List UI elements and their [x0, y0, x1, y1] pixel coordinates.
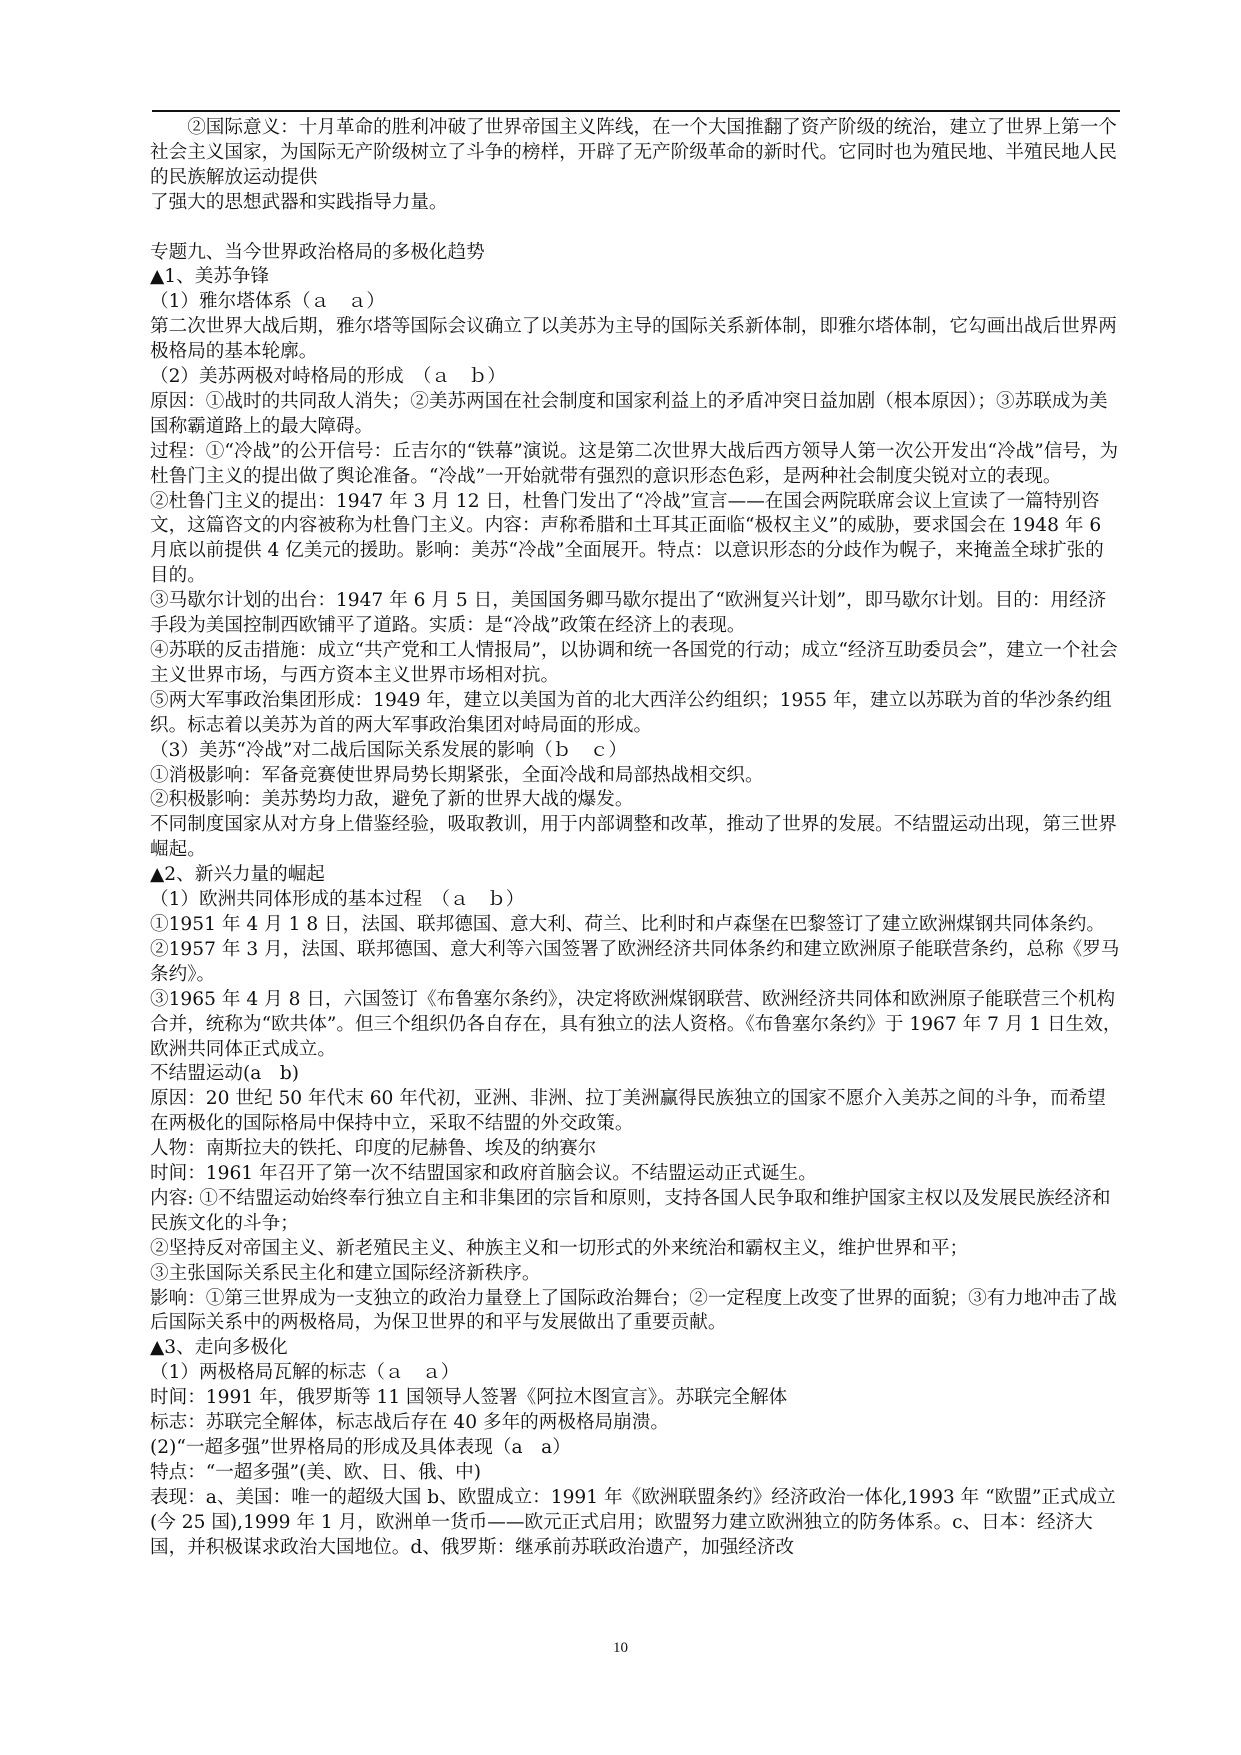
paragraph: ①消极影响：军备竞赛使世界局势长期紧张，全面冷战和局部热战相交织。	[150, 764, 764, 786]
blank-line	[150, 216, 1122, 241]
paragraph: ②国际意义：十月革命的胜利冲破了世界帝国主义阵线，在一个大国推翻了资产阶级的统治，建立了世界上第一个社会主义国家，为国际无产阶级树立了斗争的榜样，开辟了无产阶级革命的新时代。它同时也为殖民地、半殖民地人民的民族解放运动提供	[150, 117, 1117, 188]
paragraph: ③主张国际关系民主化和建立国际经济新秩序。	[150, 1262, 541, 1284]
paragraph: ②杜鲁门主义的提出：1947 年 3 月 12 日，杜鲁门发出了“冷战”宣言——在国会两院联席会议上宣读了一篇特别咨文，这篇咨文的内容被称为杜鲁门主义。内容：声称希腊和土耳其正面临“极权主义”的威胁，要求国会在 1948 年 6 月底以前提供 4 亿美元的援助。影响：美苏“冷战”全面展开。特点：以意识形态的分歧作为幌子，来掩盖全球扩张的目的。	[150, 490, 1104, 587]
paragraph: 影响：①第三世界成为一支独立的政治力量登上了国际政治舞台；②一定程度上改变了世界的面貌；③有力地冲击了战后国际关系中的两极格局，为保卫世界的和平与发展做出了重要贡献。	[150, 1287, 1117, 1334]
paragraph: ①1951 年 4 月 1 8 日，法国、联邦德国、意大利、荷兰、比利时和卢森堡在巴黎签订了建立欧洲煤钢共同体条约。	[150, 913, 1105, 935]
paragraph: ②1957 年 3 月，法国、联邦德国、意大利等六国签署了欧洲经济共同体条约和建立欧洲原子能联营条约，总称《罗马条约》。	[150, 938, 1120, 985]
document-body	[150, 116, 1122, 1561]
paragraph: 人物：南斯拉夫的铁托、印度的尼赫鲁、埃及的纳赛尔	[150, 1138, 597, 1160]
section-heading: ▲1、美苏争锋	[150, 266, 270, 288]
section-title: 专题九、当今世界政治格局的多极化趋势	[150, 241, 485, 263]
paragraph: ⑤两大军事政治集团形成：1949 年，建立以美国为首的北大西洋公约组织；1955 年，建立以苏联为首的华沙条约组织。标志着以美苏为首的两大军事政治集团对峙局面的形成。	[150, 689, 1112, 736]
paragraph: 标志：苏联完全解体，标志战后存在 40 多年的两极格局崩溃。	[150, 1412, 669, 1434]
paragraph: ③1965 年 4 月 8 日，六国签订《布鲁塞尔条约》，决定将欧洲煤钢联营、欧洲经济共同体和欧洲原子能联营三个机构合并，统称为“欧共体”。但三个组织仍各自存在，具有独立的法人资格。《布鲁塞尔条约》于 1967 年 7 月 1 日生效，欧洲共同体正式成立。	[150, 988, 1122, 1060]
section-heading: ▲3、走向多极化	[150, 1337, 288, 1359]
page-number: 10	[613, 1640, 628, 1656]
paragraph: 表现：a、美国：唯一的超级大国 b、欧盟成立：1991 年《欧洲联盟条约》经济政治一体化,1993 年 “欧盟”正式成立(今 25 国),1999 年 1 月，欧洲单一货币——欧元正式启用；欧盟努力建立欧洲独立的防务体系。c、日本：经济大国，并积极谋求政治大国地位。d、俄罗斯：继承前苏联政治遗产，加强经济改	[150, 1486, 1116, 1558]
subheading: （1）两极格局瓦解的标志（ａ ａ）	[150, 1362, 460, 1384]
paragraph: 第二次世界大战后期，雅尔塔等国际会议确立了以美苏为主导的国际关系新体制，即雅尔塔体制，它勾画出战后世界两极格局的基本轮廓。	[150, 316, 1117, 363]
paragraph: 过程：①“冷战”的公开信号：丘吉尔的“铁幕”演说。这是第二次世界大战后西方领导人第一次公开发出“冷战”信号，为杜鲁门主义的提出做了舆论准备。“冷战”一开始就带有强烈的意识形态色彩，是两种社会制度尖锐对立的表现。	[150, 440, 1119, 487]
paragraph: 原因：①战时的共同敌人消失；②美苏两国在社会制度和国家利益上的矛盾冲突日益加剧（根本原因）；③苏联成为美国称霸道路上的最大障碍。	[150, 390, 1108, 437]
subheading: (2)“一超多强”世界格局的形成及具体表现（a a）	[150, 1437, 571, 1459]
paragraph: 不同制度国家从对方身上借鉴经验，吸取教训，用于内部调整和改革，推动了世界的发展。不结盟运动出现，第三世界崛起。	[150, 814, 1117, 861]
paragraph: 时间：1991 年，俄罗斯等 11 国领导人签署《阿拉木图宣言》。苏联完全解体	[150, 1387, 788, 1409]
paragraph: 了强大的思想武器和实践指导力量。	[150, 191, 448, 213]
subheading: （1）雅尔塔体系（ａ ａ）	[150, 291, 385, 313]
section-heading: ▲2、新兴力量的崛起	[150, 864, 325, 886]
paragraph: ②积极影响：美苏势均力敌，避免了新的世界大战的爆发。	[150, 789, 634, 811]
paragraph: ④苏联的反击措施：成立“共产党和工人情报局”，以协调和统一各国党的行动；成立“经济互助委员会”，建立一个社会主义世界市场，与西方资本主义世界市场相对抗。	[150, 640, 1118, 686]
subheading: 不结盟运动(a b)	[150, 1063, 300, 1085]
paragraph: 原因：20 世纪 50 年代末 60 年代初，亚洲、非洲、拉丁美洲赢得民族独立的国家不愿介入美苏之间的斗争，而希望在两极化的国际格局中保持中立，采取不结盟的外交政策。	[150, 1088, 1106, 1135]
paragraph: ②坚持反对帝国主义、新老殖民主义、种族主义和一切形式的外来统治和霸权主义，维护世界和平；	[150, 1237, 969, 1259]
header-rule	[152, 110, 1120, 112]
paragraph: 特点：“一超多强”(美、欧、日、俄、中)	[150, 1461, 482, 1483]
subheading: （2）美苏两极对峙格局的形成 （ａ ｂ）	[150, 366, 506, 388]
paragraph: ③马歇尔计划的出台：1947 年 6 月 5 日，美国国务卿马歇尔提出了“欧洲复兴计划”，即马歇尔计划。目的：用经济手段为美国控制西欧铺平了道路。实质：是“冷战”政策在经济上的表现。	[150, 590, 1107, 637]
paragraph: 时间：1961 年召开了第一次不结盟国家和政府首脑会议。不结盟运动正式诞生。	[150, 1163, 817, 1185]
subheading: （1）欧洲共同体形成的基本过程 （ａ ｂ）	[150, 889, 525, 911]
subheading: （3）美苏“冷战”对二战后国际关系发展的影响（ｂ ｃ）	[150, 739, 628, 761]
paragraph: 内容: ①不结盟运动始终奉行独立自主和非集团的宗旨和原则，支持各国人民争取和维护国家主权以及发展民族经济和民族文化的斗争；	[150, 1187, 1111, 1234]
